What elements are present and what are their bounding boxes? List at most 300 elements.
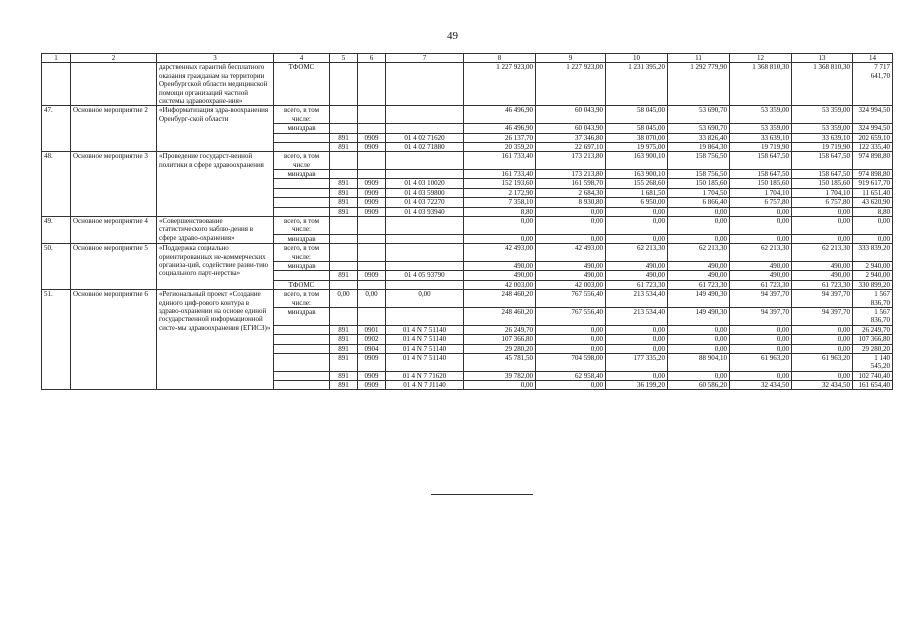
executor-label: минздрав xyxy=(274,261,330,270)
amount-cell: 6 757,80 xyxy=(792,198,853,207)
amount-cell: 1 681,50 xyxy=(606,188,668,197)
amount-cell: 0,00 xyxy=(536,234,606,243)
amount-cell: 163 900,10 xyxy=(606,170,668,179)
executor-label: минздрав xyxy=(274,170,330,179)
table-cell xyxy=(330,124,358,133)
amount-cell: 0,00 xyxy=(606,217,668,235)
amount-cell: 490,00 xyxy=(464,271,536,280)
table-cell xyxy=(386,261,464,270)
table-cell xyxy=(358,234,386,243)
amount-cell: 1 704,10 xyxy=(730,188,792,197)
amount-cell: 0,00 xyxy=(792,371,853,380)
table-cell xyxy=(330,244,358,262)
code-cell: 0909 xyxy=(358,271,386,280)
amount-cell: 32 434,50 xyxy=(792,381,853,390)
amount-cell: 2 940,00 xyxy=(853,261,893,270)
amount-cell: 0,00 xyxy=(536,325,606,334)
row-number: 48. xyxy=(42,152,71,217)
amount-cell: 1 567 836,70 xyxy=(853,290,893,308)
table-cell xyxy=(274,207,330,216)
amount-cell: 324 994,50 xyxy=(853,124,893,133)
measure-title: «Совершенствование статистического наблю-дения в сфере здраво-охранения» xyxy=(157,217,274,244)
code-cell: 891 xyxy=(330,325,358,334)
amount-cell: 36 199,20 xyxy=(606,381,668,390)
table-cell xyxy=(386,63,464,106)
total-label: всего, в том числе: xyxy=(274,244,330,262)
amount-cell: 150 185,60 xyxy=(792,179,853,188)
table-cell xyxy=(358,152,386,170)
amount-cell: 161 654,40 xyxy=(853,381,893,390)
amount-cell: 19 719,90 xyxy=(730,142,792,151)
amount-cell: 158 756,50 xyxy=(668,170,730,179)
amount-cell: 767 556,40 xyxy=(536,290,606,308)
table-cell xyxy=(358,307,386,325)
amount-cell: 150 185,60 xyxy=(730,179,792,188)
table-cell xyxy=(386,152,464,170)
amount-cell: 1 567 836,70 xyxy=(853,307,893,325)
amount-cell: 149 490,30 xyxy=(668,307,730,325)
amount-cell: 0,00 xyxy=(606,207,668,216)
amount-cell: 330 899,20 xyxy=(853,280,893,289)
amount-cell: 46 496,90 xyxy=(464,106,536,124)
measure-title: «Информатизация здра-воохранения Оренбург-ской области xyxy=(157,106,274,152)
amount-cell: 0,00 xyxy=(536,217,606,235)
amount-cell: 1 368 810,30 xyxy=(792,63,853,106)
amount-cell: 62 213,30 xyxy=(792,244,853,262)
column-number: 13 xyxy=(792,54,853,63)
amount-cell: 490,00 xyxy=(792,271,853,280)
amount-cell: 0,00 xyxy=(730,344,792,353)
amount-cell: 150 185,60 xyxy=(668,179,730,188)
amount-cell: 177 335,20 xyxy=(606,353,668,371)
table-cell xyxy=(274,271,330,280)
amount-cell: 161 598,70 xyxy=(536,179,606,188)
amount-cell: 974 898,80 xyxy=(853,170,893,179)
amount-cell: 58 045,00 xyxy=(606,124,668,133)
code-cell: 891 xyxy=(330,188,358,197)
code-cell: 01 4 N 7 51140 xyxy=(386,344,464,353)
column-number: 12 xyxy=(730,54,792,63)
amount-cell: 8,80 xyxy=(853,207,893,216)
code-cell: 891 xyxy=(330,381,358,390)
amount-cell: 158 756,50 xyxy=(668,152,730,170)
amount-cell: 158 647,50 xyxy=(730,152,792,170)
amount-cell: 0,00 xyxy=(730,234,792,243)
block-total-row xyxy=(42,152,893,170)
code-cell: 891 xyxy=(330,335,358,344)
row-number: 51. xyxy=(42,290,71,390)
table-cell xyxy=(386,170,464,179)
table-cell: 0,00 xyxy=(386,290,464,308)
code-cell: 01 4 N 7 51140 xyxy=(386,353,464,371)
amount-cell: 767 556,40 xyxy=(536,307,606,325)
table-cell xyxy=(274,344,330,353)
amount-cell: 6 950,00 xyxy=(606,198,668,207)
table-cell xyxy=(358,217,386,235)
amount-cell: 62 213,30 xyxy=(668,244,730,262)
continuation-row xyxy=(42,63,893,106)
table-cell xyxy=(330,63,358,106)
amount-cell: 1 704,50 xyxy=(668,188,730,197)
budget-table xyxy=(41,53,893,390)
amount-cell: 0,00 xyxy=(606,234,668,243)
column-number: 2 xyxy=(71,54,157,63)
amount-cell: 20 359,20 xyxy=(464,142,536,151)
amount-cell: 45 781,50 xyxy=(464,353,536,371)
amount-cell: 0,00 xyxy=(668,234,730,243)
table-cell xyxy=(274,198,330,207)
code-cell: 0904 xyxy=(358,344,386,353)
column-number: 5 xyxy=(330,54,358,63)
code-cell: 0909 xyxy=(358,179,386,188)
amount-cell: 26 249,70 xyxy=(853,325,893,334)
amount-cell: 0,00 xyxy=(464,217,536,235)
amount-cell: 61 963,20 xyxy=(792,353,853,371)
table-cell xyxy=(358,106,386,124)
amount-cell: 53 690,70 xyxy=(668,106,730,124)
code-cell: 891 xyxy=(330,207,358,216)
column-number: 10 xyxy=(606,54,668,63)
block-total-row xyxy=(42,290,893,308)
amount-cell: 158 647,50 xyxy=(792,152,853,170)
amount-cell: 33 826,40 xyxy=(668,133,730,142)
code-cell: 891 xyxy=(330,371,358,380)
amount-cell: 161 733,40 xyxy=(464,170,536,179)
row-number: 47. xyxy=(42,106,71,152)
amount-cell: 158 647,50 xyxy=(730,170,792,179)
code-cell: 0909 xyxy=(358,381,386,390)
amount-cell: 22 697,10 xyxy=(536,142,606,151)
amount-cell: 0,00 xyxy=(668,371,730,380)
table-cell xyxy=(358,63,386,106)
amount-cell: 490,00 xyxy=(792,261,853,270)
column-number: 11 xyxy=(668,54,730,63)
bottom-divider xyxy=(431,494,533,495)
code-cell: 0901 xyxy=(358,325,386,334)
amount-cell: 248 460,20 xyxy=(464,290,536,308)
amount-cell: 19 864,30 xyxy=(668,142,730,151)
amount-cell: 0,00 xyxy=(792,335,853,344)
amount-cell: 11 651,40 xyxy=(853,188,893,197)
amount-cell: 0,00 xyxy=(668,217,730,235)
block-total-row xyxy=(42,217,893,235)
measure-title: «Региональный проект «Создание единого циф-рового контура в здраво-охранении на основе единой государственной информационной систе-мы здравоохранения (ЕГИСЗ)» xyxy=(157,290,274,390)
amount-cell: 0,00 xyxy=(730,217,792,235)
amount-cell: 6 757,80 xyxy=(730,198,792,207)
table-cell xyxy=(386,217,464,235)
code-cell: 891 xyxy=(330,198,358,207)
table-cell xyxy=(330,106,358,124)
amount-cell: 53 690,70 xyxy=(668,124,730,133)
amount-cell: 0,00 xyxy=(536,344,606,353)
measure-name xyxy=(71,63,157,106)
amount-cell: 0,00 xyxy=(606,325,668,334)
amount-cell: 490,00 xyxy=(668,271,730,280)
amount-cell: 0,00 xyxy=(792,207,853,216)
amount-cell: 0,00 xyxy=(668,325,730,334)
amount-cell: 0,00 xyxy=(853,217,893,235)
table-cell: 0,00 xyxy=(330,290,358,308)
table-cell xyxy=(358,124,386,133)
column-number: 14 xyxy=(853,54,893,63)
amount-cell: 490,00 xyxy=(536,261,606,270)
amount-cell: 58 045,00 xyxy=(606,106,668,124)
amount-cell: 152 193,60 xyxy=(464,179,536,188)
table-cell xyxy=(274,142,330,151)
amount-cell: 26 249,70 xyxy=(464,325,536,334)
amount-cell: 0,00 xyxy=(464,381,536,390)
column-number: 1 xyxy=(42,54,71,63)
amount-cell: 7 358,10 xyxy=(464,198,536,207)
column-number: 4 xyxy=(274,54,330,63)
amount-cell: 19 975,00 xyxy=(606,142,668,151)
amount-cell: 202 659,10 xyxy=(853,133,893,142)
measure-title: «Проведение государст-венной политики в сфере здравоохранения xyxy=(157,152,274,217)
amount-cell: 53 359,00 xyxy=(792,124,853,133)
amount-cell: 33 639,10 xyxy=(730,133,792,142)
block-total-row xyxy=(42,244,893,262)
amount-cell: 61 723,30 xyxy=(606,280,668,289)
amount-cell: 0,00 xyxy=(536,381,606,390)
code-cell: 0909 xyxy=(358,198,386,207)
executor-label: минздрав xyxy=(274,124,330,133)
column-number: 9 xyxy=(536,54,606,63)
amount-cell: 62 958,40 xyxy=(536,371,606,380)
amount-cell: 19 719,90 xyxy=(792,142,853,151)
column-number: 6 xyxy=(358,54,386,63)
code-cell: 0909 xyxy=(358,142,386,151)
amount-cell: 155 268,60 xyxy=(606,179,668,188)
amount-cell: 62 213,30 xyxy=(730,244,792,262)
table-cell xyxy=(330,261,358,270)
amount-cell: 88 904,10 xyxy=(668,353,730,371)
code-cell: 01 4 03 59800 xyxy=(386,188,464,197)
amount-cell: 0,00 xyxy=(668,207,730,216)
measure-title: «Поддержка социально ориентированных не-коммерческих организа-ций, содействие разви-тию социального парт-нерства» xyxy=(157,244,274,290)
code-cell: 891 xyxy=(330,271,358,280)
amount-cell: 213 534,40 xyxy=(606,290,668,308)
amount-cell: 94 397,70 xyxy=(730,290,792,308)
amount-cell: 60 043,90 xyxy=(536,124,606,133)
amount-cell: 42 003,00 xyxy=(464,280,536,289)
table-cell xyxy=(386,244,464,262)
amount-cell: 0,00 xyxy=(606,371,668,380)
amount-cell: 0,00 xyxy=(536,335,606,344)
amount-cell: 1 368 810,30 xyxy=(730,63,792,106)
amount-cell: 94 397,70 xyxy=(792,290,853,308)
total-label: всего, в том числе xyxy=(274,152,330,170)
code-cell: 01 4 N 7 51140 xyxy=(386,335,464,344)
amount-cell: 490,00 xyxy=(668,261,730,270)
amount-cell: 107 366,80 xyxy=(464,335,536,344)
amount-cell: 43 620,90 xyxy=(853,198,893,207)
block-total-row xyxy=(42,106,893,124)
amount-cell: 37 346,80 xyxy=(536,133,606,142)
amount-cell: 0,00 xyxy=(536,207,606,216)
amount-cell: 26 137,70 xyxy=(464,133,536,142)
row-number: 49. xyxy=(42,217,71,244)
code-cell: 891 xyxy=(330,133,358,142)
row-number xyxy=(42,63,71,106)
code-cell: 0902 xyxy=(358,335,386,344)
amount-cell: 919 617,70 xyxy=(853,179,893,188)
amount-cell: 490,00 xyxy=(606,271,668,280)
code-cell: 0909 xyxy=(358,371,386,380)
amount-cell: 60 043,90 xyxy=(536,106,606,124)
code-cell: 0909 xyxy=(358,353,386,371)
code-cell: 0909 xyxy=(358,188,386,197)
amount-cell: 94 397,70 xyxy=(730,307,792,325)
amount-cell: 33 639,10 xyxy=(792,133,853,142)
amount-cell: 490,00 xyxy=(730,261,792,270)
amount-cell: 248 460,20 xyxy=(464,307,536,325)
amount-cell: 94 397,70 xyxy=(792,307,853,325)
amount-cell: 46 496,90 xyxy=(464,124,536,133)
row-number: 50. xyxy=(42,244,71,290)
table-cell xyxy=(358,280,386,289)
table-cell xyxy=(386,234,464,243)
table-cell xyxy=(274,188,330,197)
code-cell: 01 4 03 10020 xyxy=(386,179,464,188)
table-cell xyxy=(274,325,330,334)
amount-cell: 0,00 xyxy=(606,344,668,353)
amount-cell: 7 717 641,70 xyxy=(853,63,893,106)
amount-cell: 29 280,20 xyxy=(464,344,536,353)
amount-cell: 0,00 xyxy=(668,344,730,353)
code-cell: 891 xyxy=(330,353,358,371)
amount-cell: 163 900,10 xyxy=(606,152,668,170)
table-cell xyxy=(274,381,330,390)
executor-label: минздрав xyxy=(274,307,330,325)
amount-cell: 32 434,50 xyxy=(730,381,792,390)
amount-cell: 0,00 xyxy=(730,325,792,334)
code-cell: 0909 xyxy=(358,133,386,142)
amount-cell: 53 359,00 xyxy=(730,124,792,133)
table-cell xyxy=(274,353,330,371)
amount-cell: 61 723,30 xyxy=(792,280,853,289)
code-cell: 01 4 N 7 J1140 xyxy=(386,381,464,390)
amount-cell: 0,00 xyxy=(792,217,853,235)
column-number: 7 xyxy=(386,54,464,63)
column-number: 3 xyxy=(157,54,274,63)
amount-cell: 161 733,40 xyxy=(464,152,536,170)
amount-cell: 2 940,00 xyxy=(853,271,893,280)
executor-label: ТФОМС xyxy=(274,280,330,289)
amount-cell: 333 839,20 xyxy=(853,244,893,262)
header-row xyxy=(42,54,893,63)
amount-cell: 1 292 779,90 xyxy=(668,63,730,106)
table-cell xyxy=(274,133,330,142)
amount-cell: 2 172,90 xyxy=(464,188,536,197)
amount-cell: 0,00 xyxy=(792,344,853,353)
amount-cell: 0,00 xyxy=(730,371,792,380)
code-cell: 01 4 02 71620 xyxy=(386,133,464,142)
code-cell: 01 4 03 93940 xyxy=(386,207,464,216)
amount-cell: 149 490,30 xyxy=(668,290,730,308)
amount-cell: 0,00 xyxy=(606,335,668,344)
code-cell: 01 4 03 72270 xyxy=(386,198,464,207)
amount-cell: 0,00 xyxy=(792,234,853,243)
table-cell xyxy=(330,170,358,179)
amount-cell: 8 930,80 xyxy=(536,198,606,207)
amount-cell: 0,00 xyxy=(668,335,730,344)
measure-title: дарственных гарантий бесплатного оказания гражданам на территории Оренбургской области медицинской помощи организаций частной системы здравоохране-ния» xyxy=(157,63,274,106)
total-label: всего, в том числе: xyxy=(274,217,330,235)
amount-cell: 6 866,40 xyxy=(668,198,730,207)
amount-cell: 42 493,00 xyxy=(536,244,606,262)
code-cell: 01 4 05 93790 xyxy=(386,271,464,280)
amount-cell: 173 213,80 xyxy=(536,152,606,170)
amount-cell: 704 598,00 xyxy=(536,353,606,371)
amount-cell: 490,00 xyxy=(606,261,668,270)
amount-cell: 0,00 xyxy=(730,207,792,216)
code-cell: 01 4 02 71880 xyxy=(386,142,464,151)
amount-cell: 53 359,00 xyxy=(792,106,853,124)
amount-cell: 490,00 xyxy=(464,261,536,270)
amount-cell: 2 684,30 xyxy=(536,188,606,197)
executor-label: ТФОМС xyxy=(274,63,330,106)
executor-label: минздрав xyxy=(274,234,330,243)
amount-cell: 0,00 xyxy=(730,335,792,344)
measure-name: Основное мероприятие 4 xyxy=(71,217,157,244)
amount-cell: 0,00 xyxy=(792,325,853,334)
total-label: всего, в том числе: xyxy=(274,290,330,308)
amount-cell: 173 213,80 xyxy=(536,170,606,179)
table-cell xyxy=(386,124,464,133)
measure-name: Основное мероприятие 3 xyxy=(71,152,157,217)
amount-cell: 61 963,20 xyxy=(730,353,792,371)
measure-name: Основное мероприятие 5 xyxy=(71,244,157,290)
code-cell: 0909 xyxy=(358,207,386,216)
table-cell xyxy=(358,170,386,179)
table-cell xyxy=(358,244,386,262)
table-cell xyxy=(386,106,464,124)
amount-cell: 0,00 xyxy=(853,234,893,243)
amount-cell: 1 231 395,20 xyxy=(606,63,668,106)
amount-cell: 213 534,40 xyxy=(606,307,668,325)
table-cell xyxy=(330,152,358,170)
amount-cell: 1 140 545,20 xyxy=(853,353,893,371)
measure-name: Основное мероприятие 2 xyxy=(71,106,157,152)
amount-cell: 490,00 xyxy=(730,271,792,280)
table-cell xyxy=(274,179,330,188)
amount-cell: 0,00 xyxy=(464,234,536,243)
page-number: 49 xyxy=(447,30,458,42)
table-cell xyxy=(274,335,330,344)
total-label: всего, в том числе: xyxy=(274,106,330,124)
measure-name: Основное мероприятие 6 xyxy=(71,290,157,390)
amount-cell: 1 704,10 xyxy=(792,188,853,197)
amount-cell: 1 227 923,00 xyxy=(536,63,606,106)
amount-cell: 39 782,00 xyxy=(464,371,536,380)
amount-cell: 8,80 xyxy=(464,207,536,216)
code-cell: 01 4 N 7 51140 xyxy=(386,325,464,334)
amount-cell: 158 647,50 xyxy=(792,170,853,179)
table-cell xyxy=(386,280,464,289)
code-cell: 01 4 N 7 71620 xyxy=(386,371,464,380)
amount-cell: 60 586,20 xyxy=(668,381,730,390)
amount-cell: 38 070,00 xyxy=(606,133,668,142)
amount-cell: 42 003,00 xyxy=(536,280,606,289)
amount-cell: 102 740,40 xyxy=(853,371,893,380)
amount-cell: 1 227 923,00 xyxy=(464,63,536,106)
amount-cell: 490,00 xyxy=(536,271,606,280)
table-cell xyxy=(330,280,358,289)
code-cell: 891 xyxy=(330,179,358,188)
table-cell xyxy=(330,307,358,325)
amount-cell: 62 213,30 xyxy=(606,244,668,262)
code-cell: 891 xyxy=(330,344,358,353)
